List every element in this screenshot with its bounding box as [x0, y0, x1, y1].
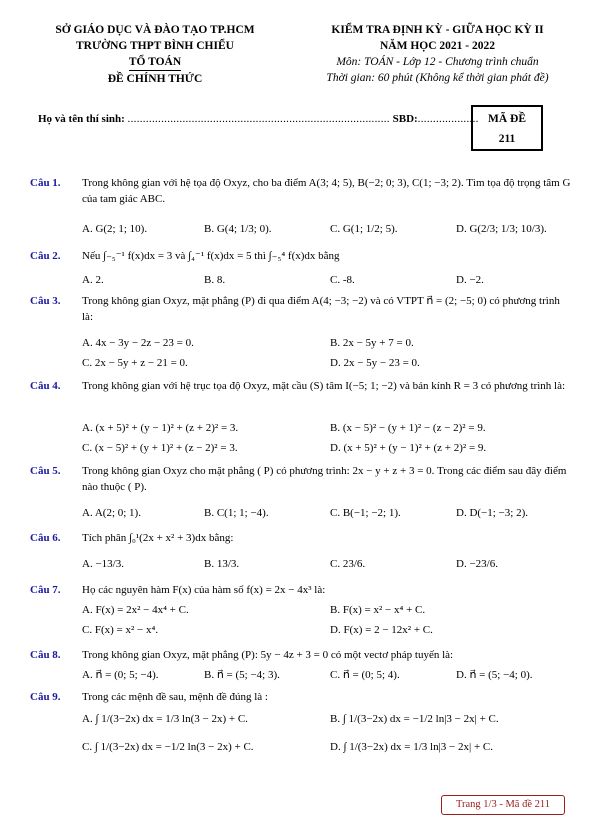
option-d[interactable]: D. D(−1; −3; 2). — [456, 507, 528, 519]
official-label: ĐỀ CHÍNH THỨC — [107, 73, 203, 85]
header-left — [30, 22, 280, 87]
question-label: Câu 6. — [30, 532, 61, 544]
question-stem: Trong không gian với hệ trục tọa độ Oxyz, mặt cầu (S) tâm I(−5; 1; −2) và bán kính R = 3 có phương trình là: — [82, 380, 566, 392]
option-c[interactable]: C. 2x − 5y + z − 21 = 0. — [82, 357, 188, 369]
options-row — [82, 667, 572, 683]
exam-code-label: MÃ ĐỀ — [487, 113, 526, 125]
options-row — [82, 602, 572, 618]
options-row — [82, 739, 572, 755]
option-d[interactable]: D. n⃗ = (5; −4; 0). — [456, 669, 533, 681]
option-c[interactable]: C. G(1; 1/2; 5). — [330, 223, 398, 235]
time-line: Thời gian: 60 phút (Không kể thời gian phát đề) — [326, 72, 549, 84]
options-row — [82, 505, 572, 521]
options-row — [82, 711, 572, 727]
option-d[interactable]: D. ∫ 1/(3−2x) dx = 1/3 ln|3 − 2x| + C. — [330, 741, 494, 753]
sbd-field: .................... — [417, 113, 479, 125]
student-name-field: ...................................................................................... — [127, 113, 390, 125]
option-c[interactable]: C. -8. — [330, 274, 355, 286]
option-a[interactable]: A. −13/3. — [82, 558, 124, 570]
option-a[interactable]: A. ∫ 1/(3−2x) dx = 1/3 ln(3 − 2x) + C. — [82, 713, 248, 725]
exam-code-box — [471, 105, 543, 151]
question-label: Câu 9. — [30, 691, 61, 703]
question-label: Câu 8. — [30, 649, 61, 661]
school-name: TRƯỜNG THPT BÌNH CHIỂU — [76, 40, 234, 52]
option-d[interactable]: D. F(x) = 2 − 12x² + C. — [330, 624, 433, 636]
question-stem: Trong không gian Oxyz cho mặt phẳng ( P) có phương trình: 2x − y + z + 3 = 0. Trong các điểm sau đây điểm nào thuộc ( P). — [82, 465, 567, 493]
option-b[interactable]: B. n⃗ = (5; −4; 3). — [204, 669, 280, 681]
student-name-label: Họ và tên thí sinh: — [38, 113, 125, 125]
option-c[interactable]: C. B(−1; −2; 1). — [330, 507, 401, 519]
question-label: Câu 4. — [30, 380, 61, 392]
option-a[interactable]: A. A(2; 0; 1). — [82, 507, 141, 519]
question-stem: Trong không gian với hệ tọa độ Oxyz, cho ba điểm A(3; 4; 5), B(−2; 0; 3), C(1; −3; 2). Tìm tọa độ trọng tâm G của tam giác ABC. — [82, 177, 571, 205]
option-c[interactable]: C. F(x) = x² − x⁴. — [82, 624, 159, 636]
option-b[interactable]: B. ∫ 1/(3−2x) dx = −1/2 ln|3 − 2x| + C. — [330, 713, 499, 725]
option-d[interactable]: D. G(2/3; 1/3; 10/3). — [456, 223, 547, 235]
question-label: Câu 1. — [30, 177, 61, 189]
options-row — [82, 420, 572, 436]
question-stem: Trong các mệnh đề sau, mệnh đề đúng là : — [82, 691, 268, 703]
option-c[interactable]: C. 23/6. — [330, 558, 366, 570]
school-year: NĂM HỌC 2021 - 2022 — [380, 40, 495, 52]
option-a[interactable]: A. G(2; 1; 10). — [82, 223, 148, 235]
exam-code-value: 211 — [498, 133, 516, 145]
option-d[interactable]: D. 2x − 5y − 23 = 0. — [330, 357, 420, 369]
question-label: Câu 5. — [30, 465, 61, 477]
question-label: Câu 3. — [30, 295, 61, 307]
option-a[interactable]: A. (x + 5)² + (y − 1)² + (z + 2)² = 3. — [82, 422, 239, 434]
page-footer: Trang 1/3 - Mã đề 211 — [441, 795, 565, 815]
student-info-row — [38, 113, 479, 125]
question-stem: Trong không gian Oxyz, mặt phẳng (P) đi qua điểm A(4; −3; −2) và có VTPT n⃗ = (2; −5; 0) có phương trình là: — [82, 295, 560, 323]
option-d[interactable]: D. −23/6. — [456, 558, 498, 570]
option-b[interactable]: B. G(4; 1/3; 0). — [204, 223, 272, 235]
option-b[interactable]: B. (x − 5)² − (y + 1)² − (z − 2)² = 9. — [330, 422, 486, 434]
question-stem: Nếu ∫₋₅⁻¹ f(x)dx = 3 và ∫₄⁻¹ f(x)dx = 5 thì ∫₋₅⁴ f(x)dx bằng — [82, 250, 340, 262]
option-b[interactable]: B. 2x − 5y + 7 = 0. — [330, 337, 414, 349]
question-label: Câu 2. — [30, 250, 61, 262]
option-b[interactable]: B. 8. — [204, 274, 226, 286]
question-stem: Trong không gian Oxyz, mặt phẳng (P): 5y − 4z + 3 = 0 có một vectơ pháp tuyến là: — [82, 649, 454, 661]
sbd-label: SBD: — [392, 113, 418, 125]
option-a[interactable]: A. n⃗ = (0; 5; −4). — [82, 669, 159, 681]
options-row — [82, 355, 572, 371]
question-stem: Tích phân ∫₀¹(2x + x² + 3)dx bằng: — [82, 532, 234, 544]
option-b[interactable]: B. C(1; 1; −4). — [204, 507, 269, 519]
option-a[interactable]: A. F(x) = 2x² − 4x⁴ + C. — [82, 604, 189, 616]
question-label: Câu 7. — [30, 584, 61, 596]
header-right — [290, 22, 585, 86]
option-b[interactable]: B. F(x) = x² − x⁴ + C. — [330, 604, 426, 616]
options-row — [82, 221, 572, 237]
options-row — [82, 335, 572, 351]
option-c[interactable]: C. ∫ 1/(3−2x) dx = −1/2 ln(3 − 2x) + C. — [82, 741, 254, 753]
options-row — [82, 556, 572, 572]
option-a[interactable]: A. 2. — [82, 274, 104, 286]
subject-line: Môn: TOÁN - Lớp 12 - Chương trình chuẩn — [336, 56, 539, 68]
exam-title: KIỂM TRA ĐỊNH KỲ - GIỮA HỌC KỲ II — [331, 24, 544, 36]
options-row — [82, 622, 572, 638]
option-c[interactable]: C. n⃗ = (0; 5; 4). — [330, 669, 400, 681]
option-c[interactable]: C. (x − 5)² + (y + 1)² + (z − 2)² = 3. — [82, 442, 238, 454]
department-name: SỞ GIÁO DỤC VÀ ĐÀO TẠO TP.HCM — [55, 24, 255, 36]
options-row — [82, 440, 572, 456]
question-stem: Họ các nguyên hàm F(x) của hàm số f(x) = 2x − 4x³ là: — [82, 584, 326, 596]
option-d[interactable]: D. (x + 5)² + (y − 1)² + (z + 2)² = 9. — [330, 442, 487, 454]
options-row — [82, 272, 572, 288]
option-a[interactable]: A. 4x − 3y − 2z − 23 = 0. — [82, 337, 194, 349]
option-b[interactable]: B. 13/3. — [204, 558, 240, 570]
group-name: TỔ TOÁN — [129, 54, 181, 71]
option-d[interactable]: D. −2. — [456, 274, 484, 286]
